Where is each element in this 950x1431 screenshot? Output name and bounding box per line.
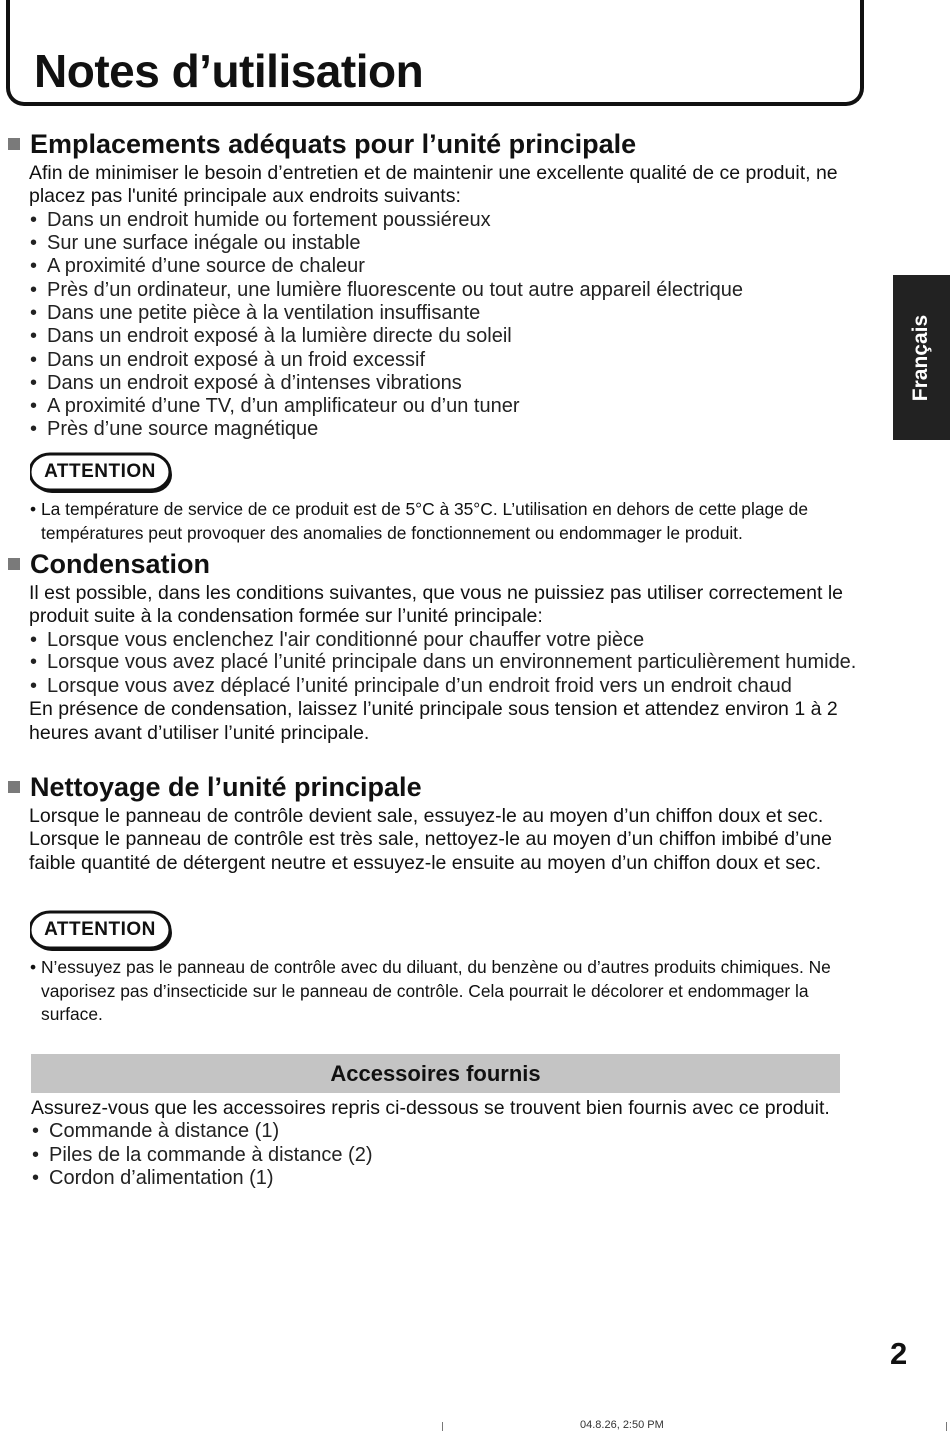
section-title: Nettoyage de l’unité principale — [30, 772, 422, 802]
list-item: • A proximité d’une source de chaleur — [30, 255, 880, 278]
section-heading — [0, 128, 880, 160]
list-item: • Sur une surface inégale ou instable — [30, 232, 880, 255]
footer-timestamp: 04.8.26, 2:50 PM — [580, 1419, 664, 1431]
attention-text: N’essuyez pas le panneau de contrôle avec du diluant, du benzène ou d’autres produits chimiques. Ne vaporisez pas d’insecticide sur le panneau de contrôle. Cela pourrait le décolorer et endommager la surface. — [41, 957, 831, 1024]
list-item: • Dans un endroit humide ou fortement poussiéreux — [30, 209, 880, 232]
accessories-header-bar: Accessoires fournis — [31, 1054, 840, 1093]
attention-note: • La température de service de ce produit est de 5°C à 35°C. L’utilisation en dehors de cette plage de températures peut provoquer des anomalies de fonctionnement ou endommager le produit. — [30, 498, 875, 545]
square-bullet-icon — [8, 781, 20, 793]
attention-label: ATTENTION — [44, 461, 156, 482]
section-accessories — [2, 1097, 862, 1190]
accessories-list — [2, 1120, 862, 1190]
section-condensation — [0, 548, 880, 745]
list-item: • Près d’une source magnétique — [30, 418, 880, 441]
section-heading — [0, 548, 880, 580]
section-title: Emplacements adéquats pour l’unité principale — [30, 129, 637, 159]
square-bullet-icon — [8, 558, 20, 570]
section-cleaning — [0, 771, 880, 875]
crop-mark — [946, 1422, 947, 1431]
attention-badge — [30, 452, 178, 496]
attention-badge — [30, 910, 178, 954]
list-item: • Dans une petite pièce à la ventilation insuffisante — [30, 302, 880, 325]
list-item: • Cordon d’alimentation (1) — [32, 1167, 862, 1190]
list-item: • Près d’un ordinateur, une lumière fluorescente ou tout autre appareil électrique — [30, 279, 880, 302]
attention-text: La température de service de ce produit est de 5°C à 35°C. L’utilisation en dehors de cette plage de températures peut provoquer des anomalies de fonctionnement ou endommager le produit. — [41, 499, 809, 543]
list-item: • A proximité d’une TV, d’un amplificateur ou d’un tuner — [30, 395, 880, 418]
section-intro: Assurez-vous que les accessoires repris ci-dessous se trouvent bien fournis avec ce produit. — [31, 1097, 830, 1119]
section-intro: Afin de minimiser le besoin d’entretien et de maintenir une excellente qualité de ce produit, ne placez pas l'unité principale aux endroits suivants: — [29, 162, 838, 208]
condensation-list — [0, 629, 880, 699]
crop-mark — [442, 1422, 443, 1431]
square-bullet-icon — [8, 138, 20, 150]
placement-list — [0, 209, 880, 442]
list-item: • Lorsque vous enclenchez l'air conditionné pour chauffer votre pièce — [30, 629, 860, 652]
section-heading — [0, 771, 880, 803]
section-placement — [0, 128, 880, 442]
list-item: • Lorsque vous avez déplacé l’unité principale d’un endroit froid vers un endroit chaud — [30, 675, 860, 698]
section-intro: Il est possible, dans les conditions suivantes, que vous ne puissiez pas utiliser correctement le produit suite à la condensation formée sur l’unité principale: — [29, 582, 844, 628]
section-intro: Lorsque le panneau de contrôle devient sale, essuyez-le au moyen d’un chiffon doux et sec. Lorsque le panneau de contrôle est très sale, nettoyez-le au moyen d’un chiffon imbibé d’une faible quantité de détergent neutre et essuyez-le ensuite au moyen d’un chiffon doux et sec. — [29, 805, 832, 874]
list-item: • Piles de la commande à distance (2) — [32, 1144, 862, 1167]
language-tab — [893, 275, 950, 440]
list-item: • Dans un endroit exposé à un froid excessif — [30, 349, 880, 372]
list-item: • Dans un endroit exposé à d’intenses vibrations — [30, 372, 880, 395]
section-outro: En présence de condensation, laissez l’unité principale sous tension et attendez environ 1 à 2 heures avant d’utiliser l’unité principale. — [29, 698, 838, 744]
attention-note: • N’essuyez pas le panneau de contrôle avec du diluant, du benzène ou d’autres produits chimiques. Ne vaporisez pas d’insecticide sur le panneau de contrôle. Cela pourrait le décolorer et endommager la surface. — [30, 956, 875, 1027]
section-title: Condensation — [30, 549, 210, 579]
language-tab-label: Français — [909, 314, 933, 401]
list-item: • Commande à distance (1) — [32, 1120, 862, 1143]
list-item: • Lorsque vous avez placé l’unité principale dans un environnement particulièrement humide. — [30, 652, 860, 675]
page-number: 2 — [890, 1336, 908, 1371]
list-item: • Dans un endroit exposé à la lumière directe du soleil — [30, 325, 880, 348]
attention-label: ATTENTION — [44, 919, 156, 940]
page-title: Notes d’utilisation — [34, 45, 424, 97]
